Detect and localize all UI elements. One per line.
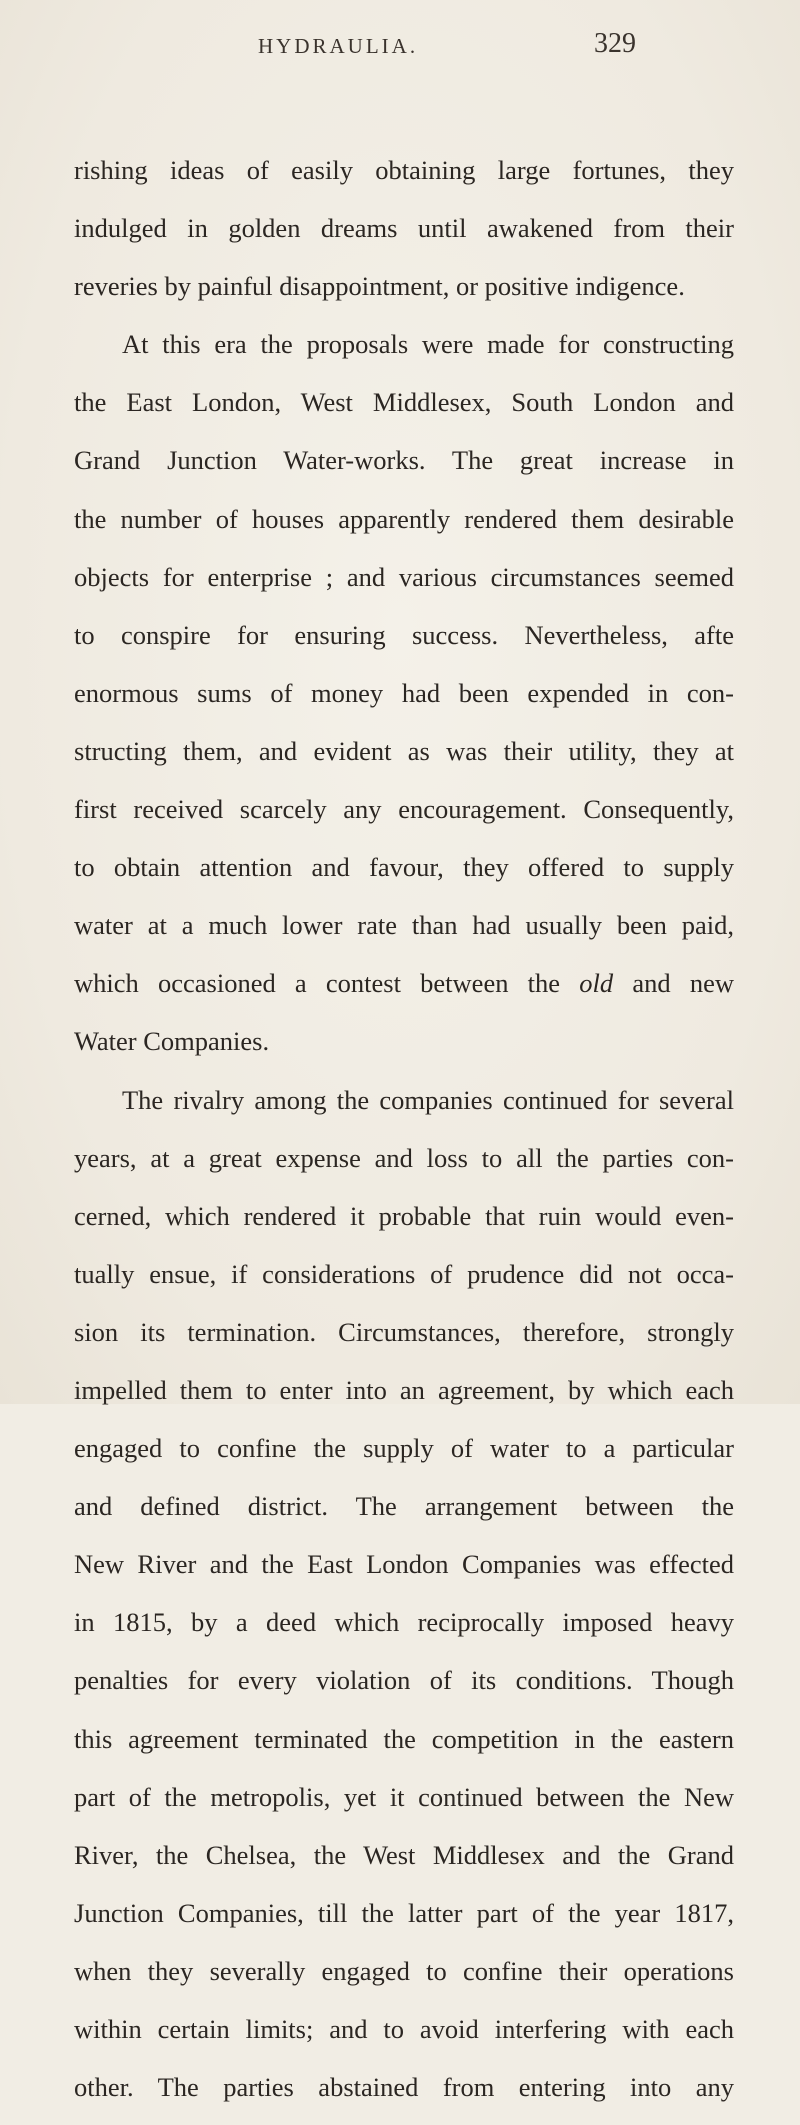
text-line: Water Companies. bbox=[74, 1026, 270, 1057]
text-line: the number of houses apparently rendered them desirable bbox=[74, 503, 734, 534]
line-text: which occasioned a contest between the bbox=[74, 968, 580, 999]
text-line: and defined district. The arrangement between the bbox=[74, 1491, 734, 1522]
text-line: in 1815, by a deed which reciprocally imposed heavy bbox=[74, 1607, 734, 1638]
text-line: objects for enterprise ; and various circumstances seemed bbox=[74, 561, 734, 592]
text-line: first received scarcely any encouragement. Consequently, bbox=[74, 794, 734, 825]
page-header bbox=[0, 28, 800, 68]
body-text bbox=[74, 150, 734, 2125]
text-line: reveries by painful disappointment, or positive indigence. bbox=[74, 271, 685, 302]
text-line: when they severally engaged to confine their operations bbox=[74, 1955, 734, 1986]
text-line: this agreement terminated the competition in the eastern bbox=[74, 1723, 734, 1754]
text-line: penalties for every violation of its conditions. Though bbox=[74, 1665, 734, 1696]
text-line: to obtain attention and favour, they offered to supply bbox=[74, 852, 734, 883]
text-line: years, at a great expense and loss to all the parties con- bbox=[74, 1142, 734, 1173]
page-number: 329 bbox=[594, 28, 636, 59]
text-line: part of the metropolis, yet it continued between the New bbox=[74, 1781, 734, 1812]
text-line: within certain limits; and to avoid interfering with each bbox=[74, 2014, 734, 2044]
paragraph-start-line: The rivalry among the companies continued for several bbox=[122, 1084, 734, 1115]
text-line: River, the Chelsea, the West Middlesex and the Grand bbox=[74, 1839, 734, 1870]
text-line: water at a much lower rate than had usually been paid, bbox=[74, 910, 734, 941]
text-line: to conspire for ensuring success. Nevertheless, afte bbox=[74, 619, 734, 650]
text-line-with-italic bbox=[74, 963, 734, 1021]
paragraph-start-line: At this era the proposals were made for constructing bbox=[122, 329, 734, 360]
text-line: rishing ideas of easily obtaining large fortunes, they bbox=[74, 155, 734, 185]
text-line: Junction Companies, till the latter part of the year 1817, bbox=[74, 1897, 734, 1928]
running-head: HYDRAULIA. bbox=[258, 34, 419, 58]
text-line: engaged to confine the supply of water to a particular bbox=[74, 1433, 734, 1464]
text-line: other. The parties abstained from entering into any bbox=[74, 2072, 734, 2103]
text-line: indulged in golden dreams until awakened from their bbox=[74, 213, 734, 244]
text-line: cerned, which rendered it probable that ruin would even- bbox=[74, 1200, 734, 1231]
text-line: New River and the East London Companies was effected bbox=[74, 1549, 734, 1580]
text-line: sion its termination. Circumstances, therefore, strongly bbox=[74, 1316, 734, 1347]
text-line: Grand Junction Water-works. The great increase in bbox=[74, 445, 734, 476]
text-line: enormous sums of money had been expended in con- bbox=[74, 677, 734, 708]
line-text: and new bbox=[613, 968, 734, 999]
italic-word: old bbox=[579, 968, 614, 999]
text-line: structing them, and evident as was their utility, they at bbox=[74, 735, 734, 766]
text-line: impelled them to enter into an agreement, by which each bbox=[74, 1374, 734, 1405]
text-line: the East London, West Middlesex, South London and bbox=[74, 387, 734, 418]
text-line: tually ensue, if considerations of prudence did not occa- bbox=[74, 1258, 734, 1289]
